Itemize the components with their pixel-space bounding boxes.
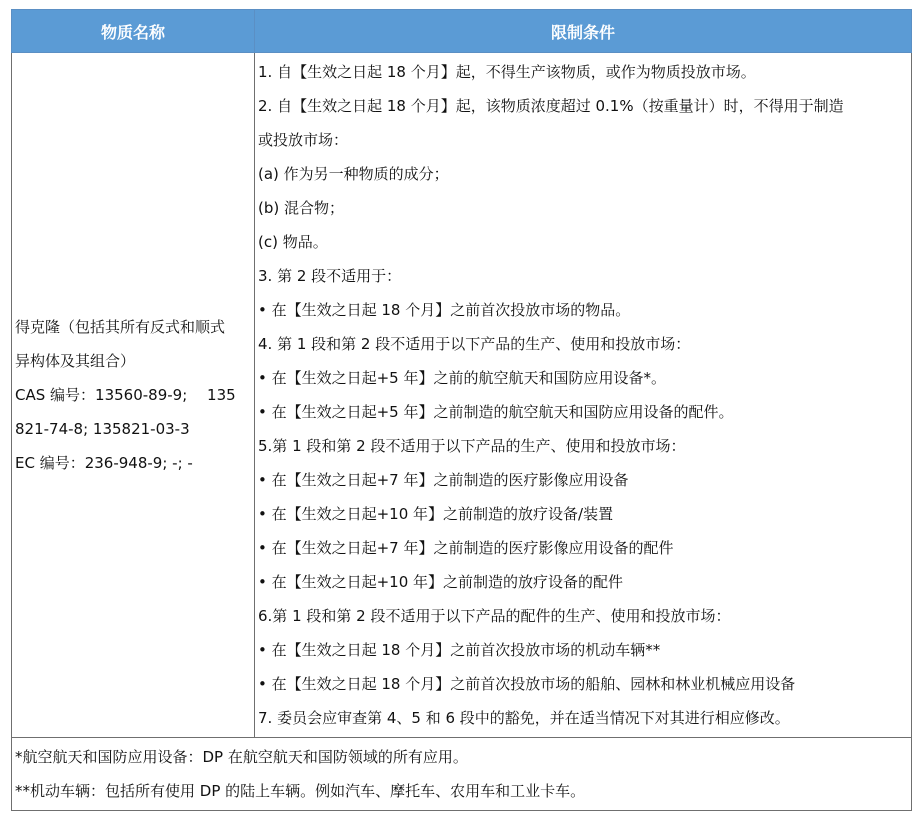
footnote-aerospace: *航空航天和国防应用设备：DP 在航空航天和国防领域的所有应用。 <box>15 748 468 766</box>
footnote-vehicles: **机动车辆：包括所有使用 DP 的陆上车辆。例如汽车、摩托车、农用车和工业卡车。 <box>15 782 586 800</box>
condition-line: 7. 委员会应审查第 4、5 和 6 段中的豁免，并在适当情况下对其进行相应修改。 <box>258 709 790 727</box>
condition-line: • 在【生效之日起+7 年】之前制造的医疗影像应用设备 <box>258 471 629 489</box>
condition-line: • 在【生效之日起 18 个月】之前首次投放市场的机动车辆** <box>258 641 661 659</box>
condition-line: 4. 第 1 段和第 2 段不适用于以下产品的生产、使用和投放市场： <box>258 335 691 353</box>
substance-line: 异构体及其组合） <box>15 352 136 370</box>
header-substance-name: 物质名称 <box>12 10 255 53</box>
condition-line: 1. 自【生效之日起 18 个月】起，不得生产该物质，或作为物质投放市场。 <box>258 63 756 81</box>
condition-line: • 在【生效之日起+7 年】之前制造的医疗影像应用设备的配件 <box>258 539 674 557</box>
condition-line: (c) 物品。 <box>258 233 328 251</box>
condition-line: • 在【生效之日起+10 年】之前制造的放疗设备的配件 <box>258 573 624 591</box>
footnote-row <box>12 738 912 811</box>
condition-line: 5.第 1 段和第 2 段不适用于以下产品的生产、使用和投放市场： <box>258 437 686 455</box>
condition-line: • 在【生效之日起 18 个月】之前首次投放市场的船舶、园林和林业机械应用设备 <box>258 675 796 693</box>
substance-line: 821-74-8; 135821-03-3 <box>15 420 190 438</box>
condition-line: 6.第 1 段和第 2 段不适用于以下产品的配件的生产、使用和投放市场： <box>258 607 731 625</box>
table-header-row <box>12 10 912 53</box>
header-conditions: 限制条件 <box>255 10 912 53</box>
condition-line: • 在【生效之日起 18 个月】之前首次投放市场的物品。 <box>258 301 631 319</box>
table-row <box>12 53 912 738</box>
condition-line: 3. 第 2 段不适用于： <box>258 267 402 285</box>
condition-line: (b) 混合物； <box>258 199 344 217</box>
conditions-cell <box>255 53 912 738</box>
condition-line: • 在【生效之日起+5 年】之前的航空航天和国防应用设备*。 <box>258 369 666 387</box>
condition-line: (a) 作为另一种物质的成分； <box>258 165 449 183</box>
condition-line: • 在【生效之日起+10 年】之前制造的放疗设备/装置 <box>258 505 614 523</box>
substance-line: EC 编号：236-948-9; -; - <box>15 454 193 472</box>
restriction-table <box>11 9 912 811</box>
condition-line: • 在【生效之日起+5 年】之前制造的航空航天和国防应用设备的配件。 <box>258 403 734 421</box>
condition-line: 或投放市场： <box>258 131 349 149</box>
restriction-table-container <box>11 9 911 811</box>
substance-line: 得克隆（包括其所有反式和顺式 <box>15 318 226 336</box>
condition-line: 2. 自【生效之日起 18 个月】起，该物质浓度超过 0.1%（按重量计）时，不得用于制造 <box>258 97 844 115</box>
substance-line: CAS 编号：13560-89-9; 135 <box>15 386 236 404</box>
footnotes-cell <box>12 738 912 811</box>
substance-cell <box>12 53 255 738</box>
